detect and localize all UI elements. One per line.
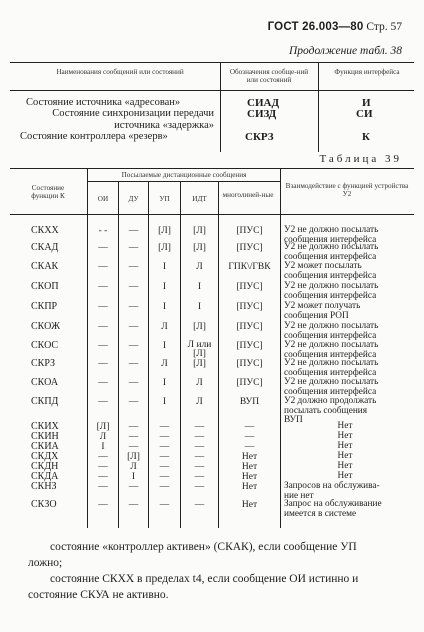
interaction-line: У2 не должно посылать [284, 340, 379, 350]
interaction-line: сообщения интерфейса [284, 270, 377, 281]
table-39-row-code: СКДН [31, 461, 59, 472]
table-39-cell-du: I [131, 472, 136, 482]
table-39-cell-idt: — [194, 452, 205, 462]
table-39-cell-idt: — [194, 442, 205, 452]
table-39-cell-multi: — [244, 422, 255, 432]
footer-line: состояние СКХХ в пределах t4, если сообщение ОИ истинно и [50, 573, 359, 585]
table-39-header-du: ДУ [128, 195, 139, 203]
table-39-cell-up: Л [161, 322, 168, 332]
table-39-cell-oi: — [98, 500, 108, 510]
table-39-cell-oi: Л [99, 432, 107, 442]
table-38-divider [220, 62, 221, 152]
interaction-line: Нет [337, 451, 353, 461]
table-39-cell-up: — [159, 452, 170, 462]
table-39-row-code: СКДХ [31, 451, 59, 462]
table-39-cell-multi: [ПУС] [236, 341, 263, 351]
table-39-cell-du: — [128, 422, 139, 432]
table-39-header-group: Посылаемые дистанционные сообщения [121, 171, 247, 179]
table-39-row-code: СКЗО [31, 499, 57, 510]
table-38-header-border [10, 90, 414, 91]
table-39-cell-du: — [128, 282, 139, 292]
table-39-cell-idt: Л [196, 262, 203, 272]
table-38-row-code: СКРЗ [245, 131, 274, 143]
table-38-row-code: СИЗД [247, 108, 277, 120]
footer-line: состояние «контроллер активен» (СКАК), если сообщение УП [50, 541, 357, 553]
interaction-line: сообщения интерфейса [284, 386, 377, 397]
table-39-cell-du: — [128, 262, 139, 272]
page-header [268, 21, 402, 33]
interaction-line: У2 не должно посылать [284, 377, 379, 387]
interaction-line: сообщения интерфейса [284, 234, 377, 245]
table-39-cell-oi: — [98, 482, 108, 492]
table-39-cell-du: — [128, 226, 139, 236]
interaction-line: У2 не должно посылать [284, 281, 379, 291]
table-38-header-name: Наименования сообщений или состояний [56, 68, 184, 76]
table-39-cell-oi: — [98, 359, 108, 369]
interaction-line: Нет [337, 471, 353, 481]
page-number: Стр. 57 [366, 21, 402, 33]
table-39-title: Таблица 39 [319, 153, 402, 165]
interaction-line: Запрос на обслуживание [284, 499, 382, 509]
table-39-cell-oi: — [98, 302, 108, 312]
table-39-cell-multi: ГПК\/ГВК [228, 262, 271, 272]
table-39-cell-up: — [159, 472, 170, 482]
interaction-line: У2 не должно посылать [284, 242, 379, 252]
table-39-row-code: СКПД [31, 396, 59, 407]
table-39-row-code: СКНЗ [31, 481, 57, 492]
table-39-divider [280, 168, 281, 528]
table-39-cell-multi: [ПУС] [236, 243, 263, 253]
table-39-header-interaction: Взаимодействие с функцией устройства У2 [285, 182, 409, 198]
table-38-row-name: Состояние контроллера «резерв» [20, 131, 168, 142]
table-39-row-code: СКДА [31, 471, 59, 482]
table-39-cell-du: — [128, 243, 139, 253]
table-38-row-function: СИ [356, 108, 373, 120]
interaction-line: Запросов на обслужива- [284, 481, 380, 491]
table-39-cell-idt: — [194, 432, 205, 442]
standard-number: ГОСТ 26.003—80 [267, 21, 364, 33]
table-39-cell-multi: [ПУС] [236, 226, 263, 236]
table-39-cell-oi: [Л] [96, 422, 110, 432]
interaction-line: сообщения РОП [284, 310, 349, 321]
interaction-line: ние нет [284, 490, 314, 501]
table-39-cell-multi: Нет [241, 472, 258, 482]
table-39-cell-oi: — [98, 322, 108, 332]
table-39-header-oi: ОИ [97, 195, 109, 203]
table-39-cell-multi: Нет [241, 500, 258, 510]
table-39-cell-interaction [284, 359, 406, 378]
interaction-line: У2 не должно посылать [284, 321, 379, 331]
footer-line: состояние СКУА не активно. [28, 589, 169, 601]
table-39-cell-multi: — [244, 432, 255, 442]
interaction-line: Нет [337, 431, 353, 441]
table-39-cell-idt: I [197, 302, 202, 312]
table-39-cell-multi: [ПУС] [236, 359, 263, 369]
table-39-cell-oi: - - [98, 226, 108, 236]
table-39-cell-up: I [162, 302, 167, 312]
table-39-cell-idt: Л или [Л] [187, 340, 212, 359]
interaction-line: посылать сообщения [284, 405, 368, 416]
table-39-header-state: Состояние функции К [31, 184, 65, 200]
table-38-row-function: И [362, 97, 371, 109]
table-continuation-label: Продолжение табл. 38 [289, 45, 402, 57]
table-39-cell-idt: — [194, 500, 205, 510]
table-39-top-border [10, 168, 414, 169]
table-39-cell-multi: [ПУС] [236, 282, 263, 292]
table-39-row-code: СКОА [31, 377, 59, 388]
interaction-line: Нет [337, 461, 353, 471]
table-39-row-code: СКОС [31, 340, 59, 351]
interaction-line: сообщения интерфейса [284, 349, 377, 360]
interaction-line: Нет [337, 441, 353, 451]
table-39-row-code: СКАД [31, 242, 59, 253]
table-39-cell-up: I [162, 397, 167, 407]
table-39-cell-interaction [284, 322, 406, 341]
table-39-cell-idt: Л [196, 378, 203, 388]
table-39-cell-up: [Л] [158, 243, 171, 253]
table-39-cell-up: — [159, 432, 170, 442]
table-39-header-multiline: многолиней-ные [222, 191, 274, 199]
table-39-cell-up: I [162, 262, 167, 272]
table-39-cell-multi: [ПУС] [236, 302, 263, 312]
table-39-cell-oi: — [98, 462, 108, 472]
table-39-cell-up: — [159, 422, 170, 432]
table-39-cell-du: — [128, 378, 139, 388]
table-39-cell-up: — [159, 462, 170, 472]
table-39-cell-interaction [284, 282, 406, 301]
table-39-cell-idt: — [194, 472, 205, 482]
interaction-line: У2 не должно посылать [284, 358, 379, 368]
interaction-line: ВУП [284, 415, 303, 426]
interaction-line: сообщения интерфейса [284, 330, 377, 341]
table-39-cell-up: — [159, 500, 170, 510]
table-38-row-function: К [362, 131, 370, 143]
table-39-cell-idt: [Л] [193, 226, 206, 236]
table-39-header-border [10, 214, 414, 215]
table-39-cell-interaction [284, 500, 406, 519]
table-38-row-code: СИАД [247, 97, 280, 109]
table-39-cell-interaction [284, 378, 406, 397]
table-39-cell-up: — [159, 442, 170, 452]
table-39-row-code: СКПР [31, 301, 58, 312]
table-38-divider [318, 62, 319, 152]
table-39-row-code: СКОЖ [31, 321, 61, 332]
table-39-cell-idt: — [194, 482, 205, 492]
table-39-cell-interaction [284, 262, 406, 281]
table-39-cell-multi: [ПУС] [236, 378, 263, 388]
table-39-cell-idt: [Л] [193, 243, 206, 253]
table-39-cell-du: — [128, 322, 139, 332]
table-39-cell-oi: I [101, 442, 105, 452]
table-39-cell-oi: — [98, 341, 108, 351]
table-39-header-up: УП [159, 195, 170, 203]
table-39-cell-up: I [162, 341, 167, 351]
interaction-line: У2 может посылать [284, 261, 362, 271]
table-39-cell-idt: Л [196, 397, 203, 407]
interaction-line: У2 может получать [284, 301, 361, 311]
table-39-row-code: СКОП [31, 281, 59, 292]
table-39-cell-oi: — [98, 378, 108, 388]
table-39-cell-du: — [128, 397, 139, 407]
table-38-header-code: Обозначения сообще-ний или состояний [229, 68, 309, 84]
table-38-row-name: Состояние синхронизации передачи источника «задержка» [52, 108, 214, 131]
table-38-header-function: Функция интерфейса [334, 68, 400, 76]
table-39-cell-interaction [284, 302, 406, 321]
table-39-cell-du: — [128, 341, 139, 351]
table-39-cell-idt: I [197, 282, 202, 292]
table-39-cell-multi: [ПУС] [236, 322, 263, 332]
table-39-cell-idt: — [194, 422, 205, 432]
table-39-cell-up: [Л] [158, 226, 171, 236]
table-39-row-code: СКИА [31, 441, 59, 452]
table-39-cell-up: I [162, 282, 167, 292]
table-39-cell-idt: [Л] [193, 322, 206, 332]
table-39-cell-idt: [Л] [193, 359, 206, 369]
table-39-cell-oi: — [98, 282, 108, 292]
table-39-cell-idt: — [194, 462, 205, 472]
table-39-row-code: СКИН [31, 431, 59, 442]
interaction-line: сообщения интерфейса [284, 290, 377, 301]
table-39-cell-du: Л [130, 462, 137, 472]
table-39-cell-du: [Л] [127, 452, 140, 462]
table-39-cell-multi: ВУП [239, 397, 260, 407]
table-38-top-border [10, 62, 414, 63]
interaction-line: сообщения интерфейса [284, 367, 377, 378]
table-39-header-idt: ИДТ [192, 195, 207, 203]
table-39-cell-multi: Нет [241, 482, 258, 492]
table-39-row-code: СКИХ [31, 421, 59, 432]
table-39-cell-oi: — [98, 397, 108, 407]
table-39-row-code: СКАК [31, 261, 59, 272]
table-39-cell-oi: — [98, 262, 108, 272]
table-39-row-code: СКРЗ [31, 358, 56, 369]
table-39-cell-oi: — [98, 452, 108, 462]
table-39-cell-du: — [128, 442, 139, 452]
table-39-cell-oi: — [98, 472, 108, 482]
table-39-cell-du: — [128, 432, 139, 442]
table-39-cell-up: Л [161, 359, 168, 369]
table-39-cell-up: I [162, 378, 167, 388]
table-39-cell-up: — [159, 482, 170, 492]
table-39-cell-du: — [128, 500, 139, 510]
table-39-row-code: СКХХ [31, 225, 59, 236]
interaction-line: У2 не должно посылать [284, 225, 379, 235]
interaction-line: имеется в системе [284, 508, 357, 519]
table-39-cell-oi: — [98, 243, 108, 253]
interaction-line: Нет [337, 421, 353, 431]
table-38-row-name: Состояние источника «адресован» [26, 97, 181, 108]
table-39-cell-du: — [128, 302, 139, 312]
table-39-cell-multi: — [244, 442, 255, 452]
table-39-group-border [87, 181, 280, 182]
table-39-cell-multi: Нет [241, 462, 258, 472]
interaction-line: У2 должно продолжать [284, 396, 377, 406]
table-39-cell-multi: Нет [241, 452, 258, 462]
table-39-cell-du: — [128, 482, 139, 492]
footer-line: ложно; [28, 557, 63, 569]
table-39-cell-interaction [284, 243, 406, 262]
table-39-cell-du: — [128, 359, 139, 369]
interaction-line: сообщения интерфейса [284, 251, 377, 262]
